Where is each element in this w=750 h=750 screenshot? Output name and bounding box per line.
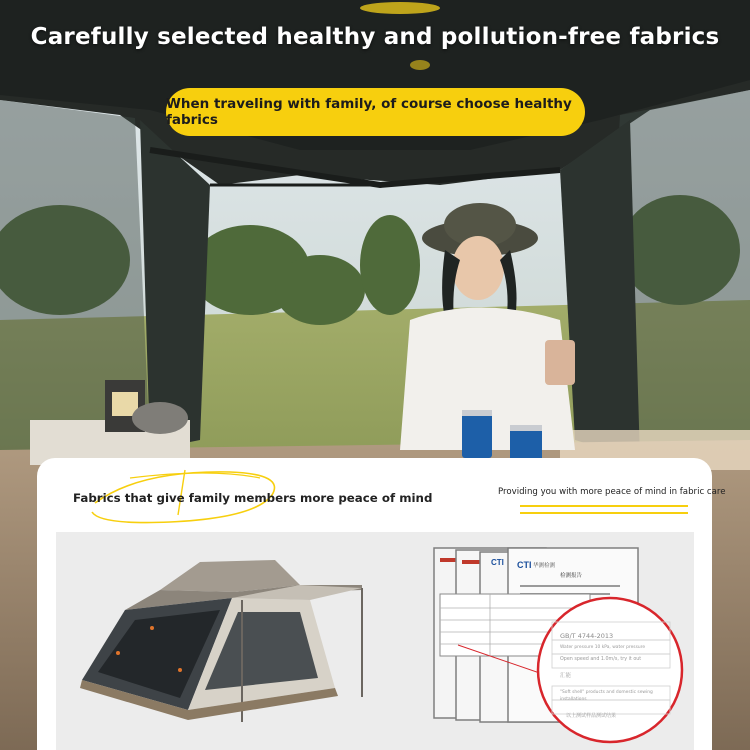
zoom-line-1: Water pressure 10 kPa, water pressure — [560, 645, 646, 650]
zoom-line-5: installations — [560, 697, 587, 702]
zoom-line-2: Open speed and 1.0m/s, try it out — [560, 657, 642, 662]
report-header: 检测报告 — [560, 573, 583, 579]
zoom-line-4: "Soft shell" products and domestic sewing — [560, 690, 653, 695]
zoom-standard-line: GB/T 4744-2013 — [560, 632, 614, 640]
zoom-stamp-text: 以上测试样品测试结果 — [566, 713, 617, 719]
zoom-line-3: 汇能 — [560, 673, 572, 679]
report-logo-sub: 华测检测 — [533, 563, 556, 569]
card-right-title: Providing you with more peace of mind in fabric care — [498, 487, 726, 497]
card-left-title: Fabrics that give family members more peace of mind — [73, 491, 433, 505]
subheadline-text: When traveling with family, of course choose healthy fabrics — [166, 96, 572, 128]
page-headline: Carefully selected healthy and pollution-free fabrics — [30, 24, 720, 50]
report-logo-2: CTI — [491, 558, 504, 567]
report-logo: CTI — [517, 560, 532, 570]
